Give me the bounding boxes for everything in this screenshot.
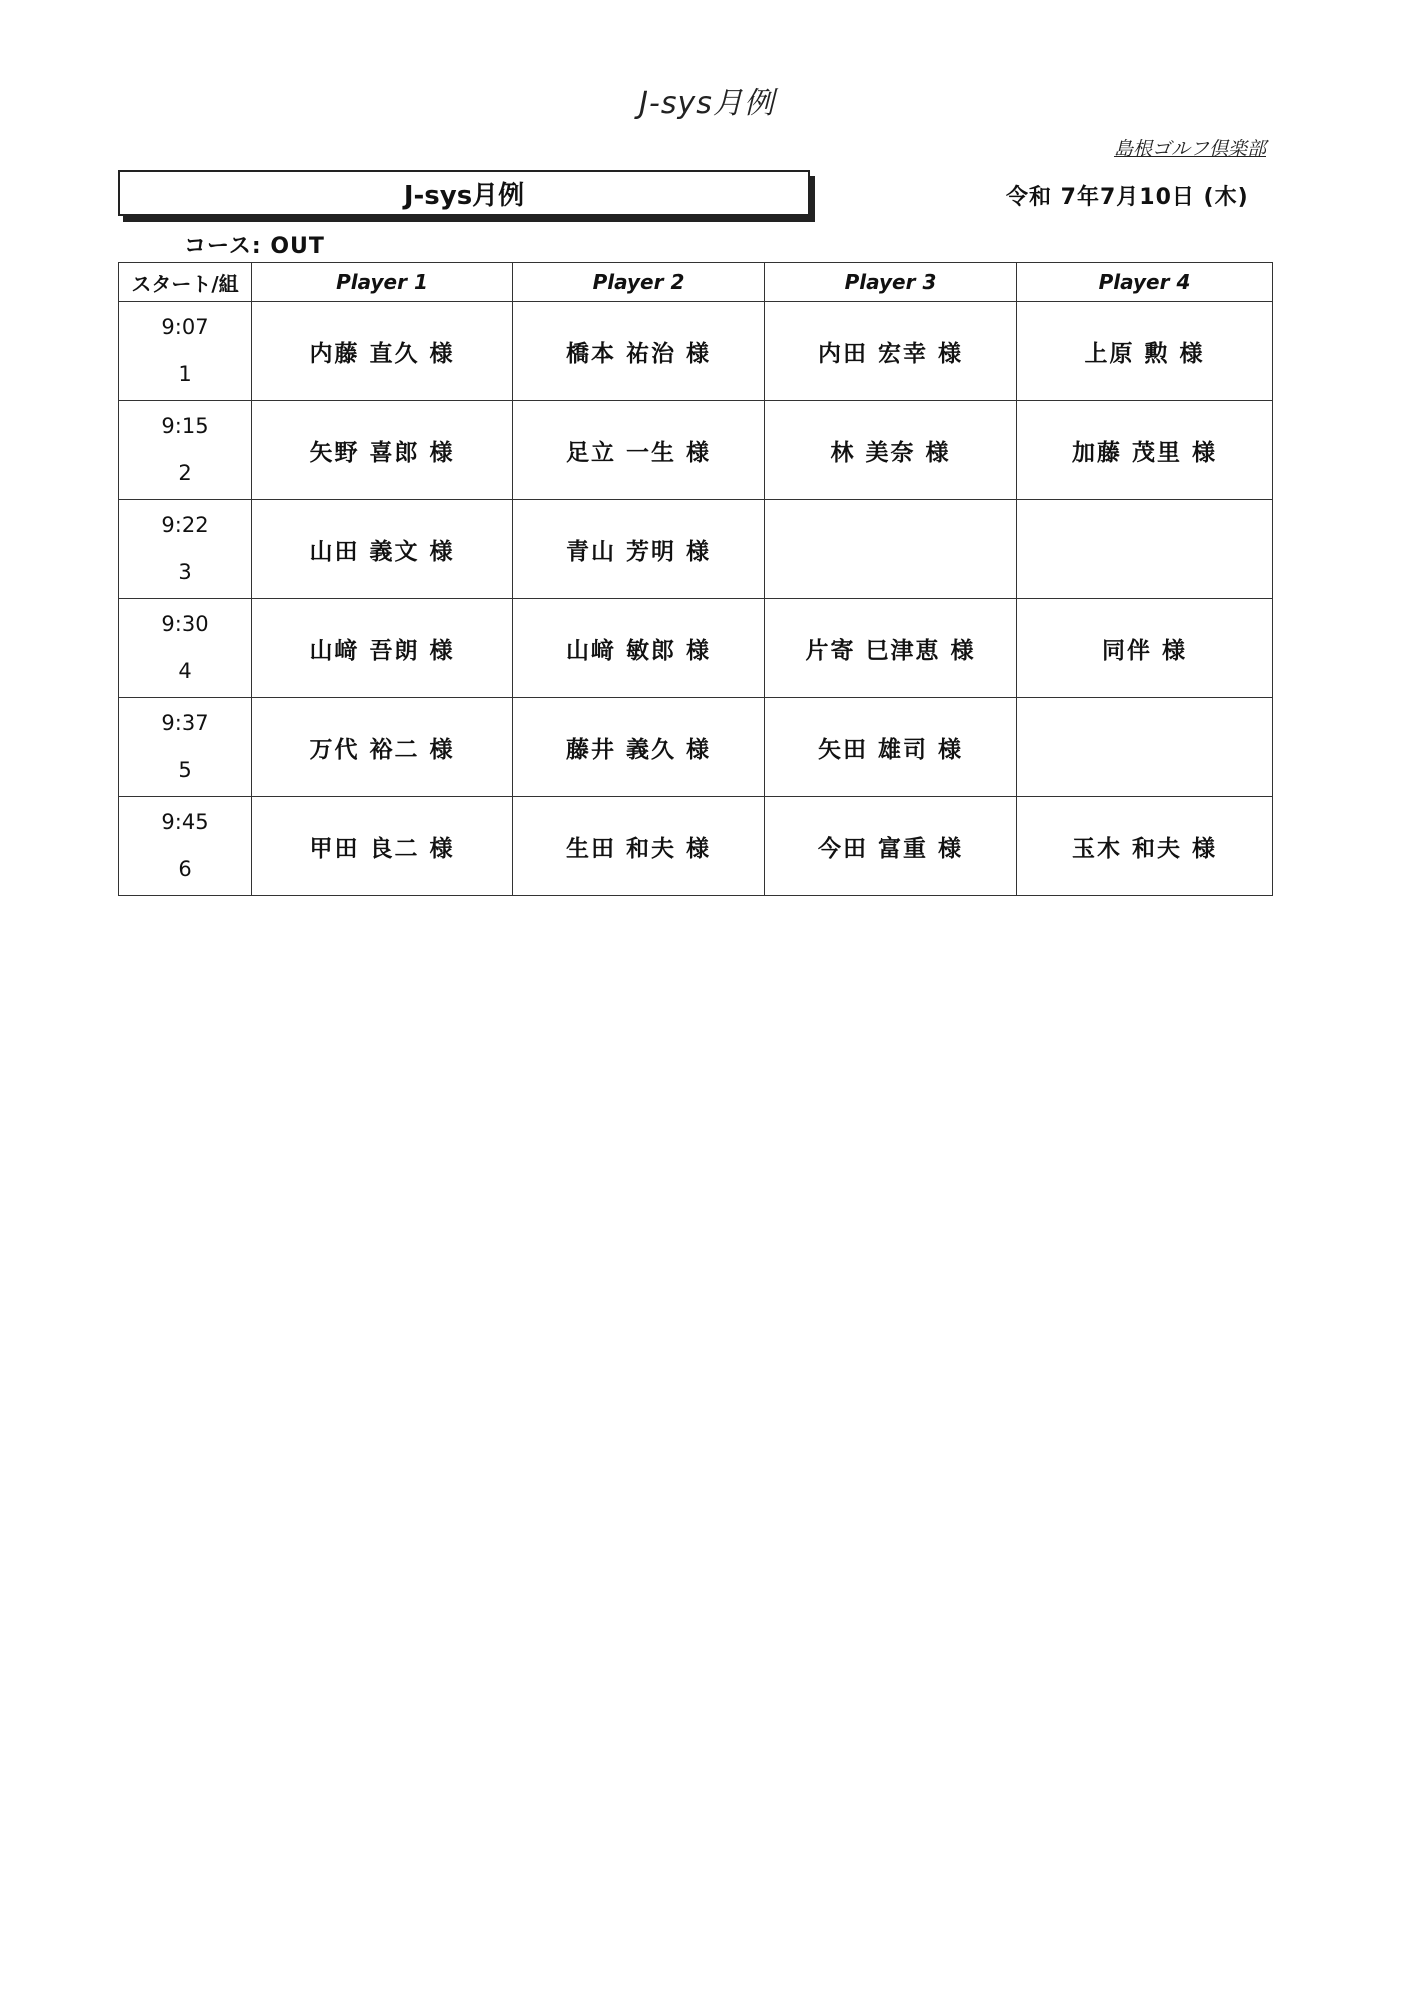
table-row xyxy=(119,302,1273,401)
player-cell: 万代 裕二 様 xyxy=(252,698,513,797)
event-title: J-sys月例 xyxy=(403,180,525,211)
player-cell: 山田 義文 様 xyxy=(252,500,513,599)
player-cell: 生田 和夫 様 xyxy=(513,797,765,896)
player-cell: 山﨑 吾朗 様 xyxy=(252,599,513,698)
table-row xyxy=(119,698,1273,797)
player-cell: 青山 芳明 様 xyxy=(513,500,765,599)
player-cell: 矢野 喜郎 様 xyxy=(252,401,513,500)
player-cell xyxy=(1017,698,1273,797)
group-number: 6 xyxy=(178,857,192,881)
document-header-title: J-sys月例 xyxy=(639,86,775,121)
player-cell: 山﨑 敏郎 様 xyxy=(513,599,765,698)
table-row xyxy=(119,797,1273,896)
group-number: 1 xyxy=(178,362,192,386)
player-cell: 内田 宏幸 様 xyxy=(765,302,1017,401)
start-time: 9:45 xyxy=(161,810,209,834)
player-cell xyxy=(1017,500,1273,599)
group-number: 5 xyxy=(178,758,192,782)
player-cell: 林 美奈 様 xyxy=(765,401,1017,500)
table-row xyxy=(119,599,1273,698)
player-cell xyxy=(765,500,1017,599)
table-row xyxy=(119,401,1273,500)
start-time: 9:07 xyxy=(161,315,209,339)
course-label: コース: OUT xyxy=(184,234,325,259)
group-number: 2 xyxy=(178,461,192,485)
header-player-2: Player 2 xyxy=(513,263,765,302)
group-number: 4 xyxy=(178,659,192,683)
table-header-row xyxy=(119,263,1273,302)
table-row xyxy=(119,500,1273,599)
player-cell: 加藤 茂里 様 xyxy=(1017,401,1273,500)
start-cell xyxy=(119,302,252,401)
header-start-group: スタート/組 xyxy=(119,263,252,302)
player-cell: 玉木 和夫 様 xyxy=(1017,797,1273,896)
start-time: 9:22 xyxy=(161,513,209,537)
group-number: 3 xyxy=(178,560,192,584)
player-cell: 足立 一生 様 xyxy=(513,401,765,500)
player-cell: 今田 富重 様 xyxy=(765,797,1017,896)
start-cell xyxy=(119,500,252,599)
start-cell xyxy=(119,401,252,500)
club-name: 島根ゴルフ倶楽部 xyxy=(1113,138,1266,160)
player-cell: 同伴 様 xyxy=(1017,599,1273,698)
start-cell xyxy=(119,698,252,797)
event-title-box xyxy=(118,170,810,216)
player-cell: 内藤 直久 様 xyxy=(252,302,513,401)
player-cell: 甲田 良二 様 xyxy=(252,797,513,896)
header-player-4: Player 4 xyxy=(1017,263,1273,302)
pairings-table xyxy=(118,262,1273,896)
event-date: 令和 7年7月10日 (木) xyxy=(1006,185,1249,210)
start-time: 9:37 xyxy=(161,711,209,735)
start-cell xyxy=(119,599,252,698)
header-player-3: Player 3 xyxy=(765,263,1017,302)
player-cell: 藤井 義久 様 xyxy=(513,698,765,797)
start-time: 9:30 xyxy=(161,612,209,636)
player-cell: 上原 勲 様 xyxy=(1017,302,1273,401)
player-cell: 片寄 巳津恵 様 xyxy=(765,599,1017,698)
start-cell xyxy=(119,797,252,896)
player-cell: 矢田 雄司 様 xyxy=(765,698,1017,797)
start-time: 9:15 xyxy=(161,414,209,438)
header-player-1: Player 1 xyxy=(252,263,513,302)
player-cell: 橋本 祐治 様 xyxy=(513,302,765,401)
